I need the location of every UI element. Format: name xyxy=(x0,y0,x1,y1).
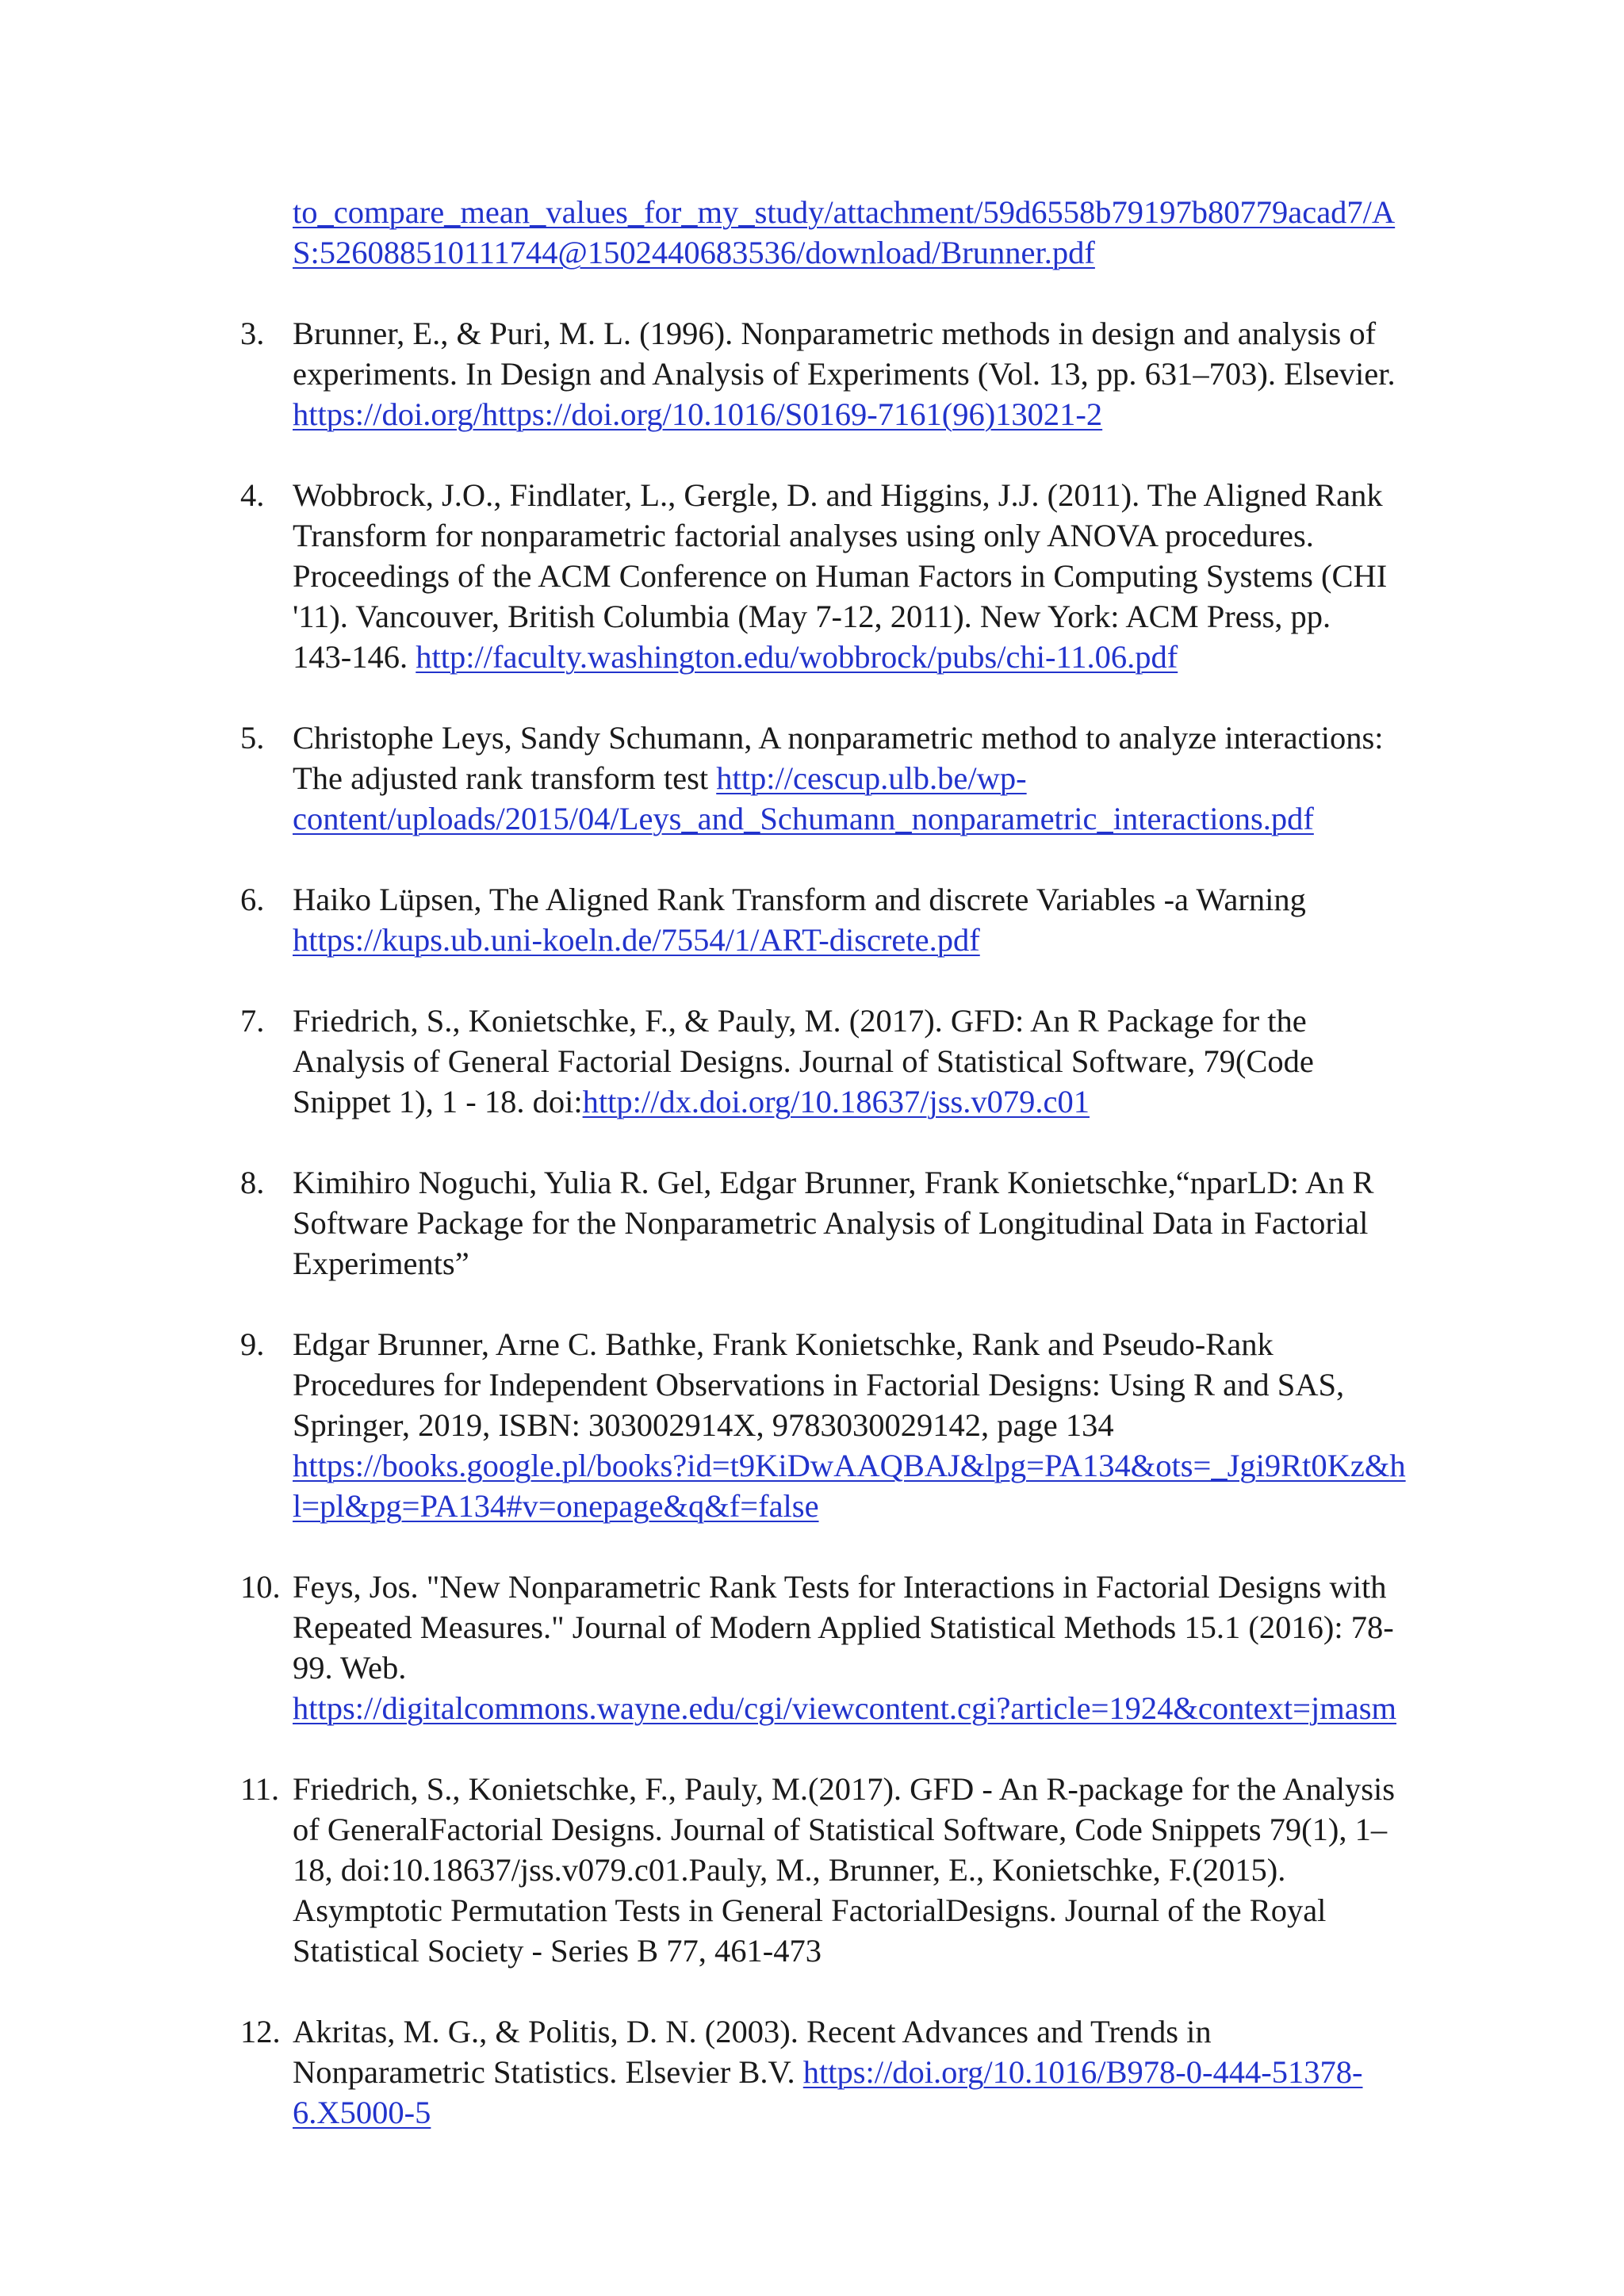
reference-text: '11). Vancouver, British Columbia (May 7-12, 2011). New York: ACM Press, pp. xyxy=(293,599,1331,634)
reference-line xyxy=(293,879,1446,920)
reference-text: Procedures for Independent Observations in Factorial Designs: Using R and SAS, xyxy=(293,1367,1345,1402)
reference-entry xyxy=(240,2011,1446,2133)
reference-number: 4. xyxy=(240,477,265,513)
reference-line xyxy=(293,1647,1446,1688)
reference-text: Brunner, E., & Puri, M. L. (1996). Nonparametric methods in design and analysis of xyxy=(293,316,1377,351)
reference-line xyxy=(293,1769,1446,1809)
reference-text: Repeated Measures." Journal of Modern Applied Statistical Methods 15.1 (2016): 78- xyxy=(293,1609,1394,1645)
reference-line xyxy=(293,1001,1446,1041)
reference-line xyxy=(293,1931,1446,1971)
reference-line xyxy=(293,2011,1446,2052)
reference-text: Nonparametric Statistics. Elsevier B.V. xyxy=(293,2054,803,2090)
reference-text: Springer, 2019, ISBN: 303002914X, 9783030029142, page 134 xyxy=(293,1407,1114,1443)
reference-link[interactable]: http://cescup.ulb.be/wp- xyxy=(716,760,1027,796)
reference-number: 9. xyxy=(240,1326,265,1362)
reference-line xyxy=(293,1850,1446,1890)
reference-line xyxy=(293,1486,1446,1526)
reference-line xyxy=(293,394,1446,434)
reference-text: 143-146. xyxy=(293,639,416,675)
reference-link[interactable]: https://books.google.pl/books?id=t9KiDwAAQBAJ&lpg=PA134&ots=_Jgi9Rt0Kz&h xyxy=(293,1448,1406,1483)
reference-link[interactable]: http://dx.doi.org/10.18637/jss.v079.c01 xyxy=(582,1084,1090,1119)
reference-line xyxy=(293,1243,1446,1284)
reference-line xyxy=(293,2092,1446,2133)
reference-line xyxy=(293,798,1446,839)
reference-link[interactable]: to_compare_mean_values_for_my_study/attachment/59d6558b79197b80779acad7/A xyxy=(293,194,1396,230)
reference-link[interactable]: https://digitalcommons.wayne.edu/cgi/viewcontent.cgi?article=1924&context=jmasm xyxy=(293,1690,1396,1726)
reference-number: 10. xyxy=(240,1569,281,1605)
reference-line xyxy=(293,1324,1446,1364)
reference-entry xyxy=(240,313,1446,434)
reference-entry xyxy=(240,1769,1446,1971)
reference-line xyxy=(293,596,1446,637)
reference-text: Statistical Society - Series B 77, 461-473 xyxy=(293,1933,822,1969)
reference-text: Experiments” xyxy=(293,1246,469,1281)
reference-entry xyxy=(240,475,1446,677)
reference-text: Analysis of General Factorial Designs. Journal of Statistical Software, 79(Code xyxy=(293,1043,1314,1079)
reference-number: 3. xyxy=(240,316,265,351)
reference-text: Snippet 1), 1 - 18. doi: xyxy=(293,1084,583,1119)
reference-text: experiments. In Design and Analysis of Experiments (Vol. 13, pp. 631–703). Elsevier. xyxy=(293,356,1396,392)
reference-line xyxy=(293,1162,1446,1203)
reference-entry xyxy=(240,718,1446,839)
reference-line xyxy=(293,920,1446,960)
reference-line xyxy=(293,556,1446,596)
reference-line xyxy=(293,354,1446,394)
reference-link[interactable]: S:526088510111744@1502440683536/download/Brunner.pdf xyxy=(293,235,1095,270)
reference-line xyxy=(293,1081,1446,1122)
reference-text: Software Package for the Nonparametric Analysis of Longitudinal Data in Factorial xyxy=(293,1205,1369,1241)
reference-number: 11. xyxy=(240,1771,280,1807)
reference-link[interactable]: 6.X5000-5 xyxy=(293,2095,431,2130)
reference-line xyxy=(293,758,1446,798)
reference-entry xyxy=(240,1324,1446,1526)
reference-link[interactable]: l=pl&pg=PA134#v=onepage&q&f=false xyxy=(293,1488,819,1524)
reference-link[interactable]: http://faculty.washington.edu/wobbrock/pubs/chi-11.06.pdf xyxy=(416,639,1178,675)
reference-line xyxy=(293,1809,1446,1850)
reference-line xyxy=(293,1364,1446,1405)
reference-text: Akritas, M. G., & Politis, D. N. (2003). Recent Advances and Trends in xyxy=(293,2014,1212,2049)
reference-text: Wobbrock, J.O., Findlater, L., Gergle, D. and Higgins, J.J. (2011). The Aligned Rank xyxy=(293,477,1383,513)
reference-text: Christophe Leys, Sandy Schumann, A nonparametric method to analyze interactions: xyxy=(293,720,1384,756)
reference-line xyxy=(293,232,1446,273)
reference-line xyxy=(293,1567,1446,1607)
reference-link[interactable]: https://kups.ub.uni-koeln.de/7554/1/ART-discrete.pdf xyxy=(293,922,980,958)
reference-text: Edgar Brunner, Arne C. Bathke, Frank Konietschke, Rank and Pseudo-Rank xyxy=(293,1326,1274,1362)
reference-number: 5. xyxy=(240,720,265,756)
reference-number: 8. xyxy=(240,1165,265,1200)
reference-text: 18, doi:10.18637/jss.v079.c01.Pauly, M., Brunner, E., Konietschke, F.(2015). xyxy=(293,1852,1286,1888)
reference-list xyxy=(240,192,1446,2173)
reference-line xyxy=(293,637,1446,677)
reference-line xyxy=(293,313,1446,354)
reference-line xyxy=(293,192,1446,232)
reference-number: 7. xyxy=(240,1003,265,1039)
reference-entry xyxy=(240,1567,1446,1728)
reference-line xyxy=(293,1890,1446,1931)
reference-text: Kimihiro Noguchi, Yulia R. Gel, Edgar Brunner, Frank Konietschke,“nparLD: An R xyxy=(293,1165,1374,1200)
reference-line xyxy=(293,1405,1446,1445)
reference-link[interactable]: https://doi.org/https://doi.org/10.1016/S0169-7161(96)13021-2 xyxy=(293,396,1103,432)
reference-link[interactable]: content/uploads/2015/04/Leys_and_Schumann_nonparametric_interactions.pdf xyxy=(293,801,1314,836)
reference-number: 6. xyxy=(240,882,265,917)
reference-line xyxy=(293,2052,1446,2092)
reference-text: Transform for nonparametric factorial analyses using only ANOVA procedures. xyxy=(293,518,1314,553)
reference-text: The adjusted rank transform test xyxy=(293,760,717,796)
reference-text: Proceedings of the ACM Conference on Human Factors in Computing Systems (CHI xyxy=(293,558,1388,594)
reference-line xyxy=(293,1203,1446,1243)
reference-entry xyxy=(240,1001,1446,1122)
reference-entry xyxy=(240,192,1446,273)
reference-line xyxy=(293,475,1446,515)
reference-line xyxy=(293,1688,1446,1728)
reference-text: Haiko Lüpsen, The Aligned Rank Transform and discrete Variables -a Warning xyxy=(293,882,1306,917)
reference-text: of GeneralFactorial Designs. Journal of Statistical Software, Code Snippets 79(1), 1– xyxy=(293,1812,1388,1847)
reference-line xyxy=(293,1607,1446,1647)
reference-text: 99. Web. xyxy=(293,1650,407,1686)
reference-entry xyxy=(240,879,1446,960)
reference-text: Friedrich, S., Konietschke, F., & Pauly, M. (2017). GFD: An R Package for the xyxy=(293,1003,1307,1039)
reference-text: Friedrich, S., Konietschke, F., Pauly, M.(2017). GFD - An R-package for the Analysis xyxy=(293,1771,1396,1807)
reference-line xyxy=(293,1445,1446,1486)
reference-link[interactable]: https://doi.org/10.1016/B978-0-444-51378- xyxy=(802,2054,1363,2090)
reference-entry xyxy=(240,1162,1446,1284)
reference-text: Asymptotic Permutation Tests in General FactorialDesigns. Journal of the Royal xyxy=(293,1892,1327,1928)
reference-text: Feys, Jos. "New Nonparametric Rank Tests for Interactions in Factorial Designs with xyxy=(293,1569,1387,1605)
reference-line xyxy=(293,1041,1446,1081)
reference-line xyxy=(293,718,1446,758)
reference-line xyxy=(293,515,1446,556)
reference-number: 12. xyxy=(240,2014,281,2049)
